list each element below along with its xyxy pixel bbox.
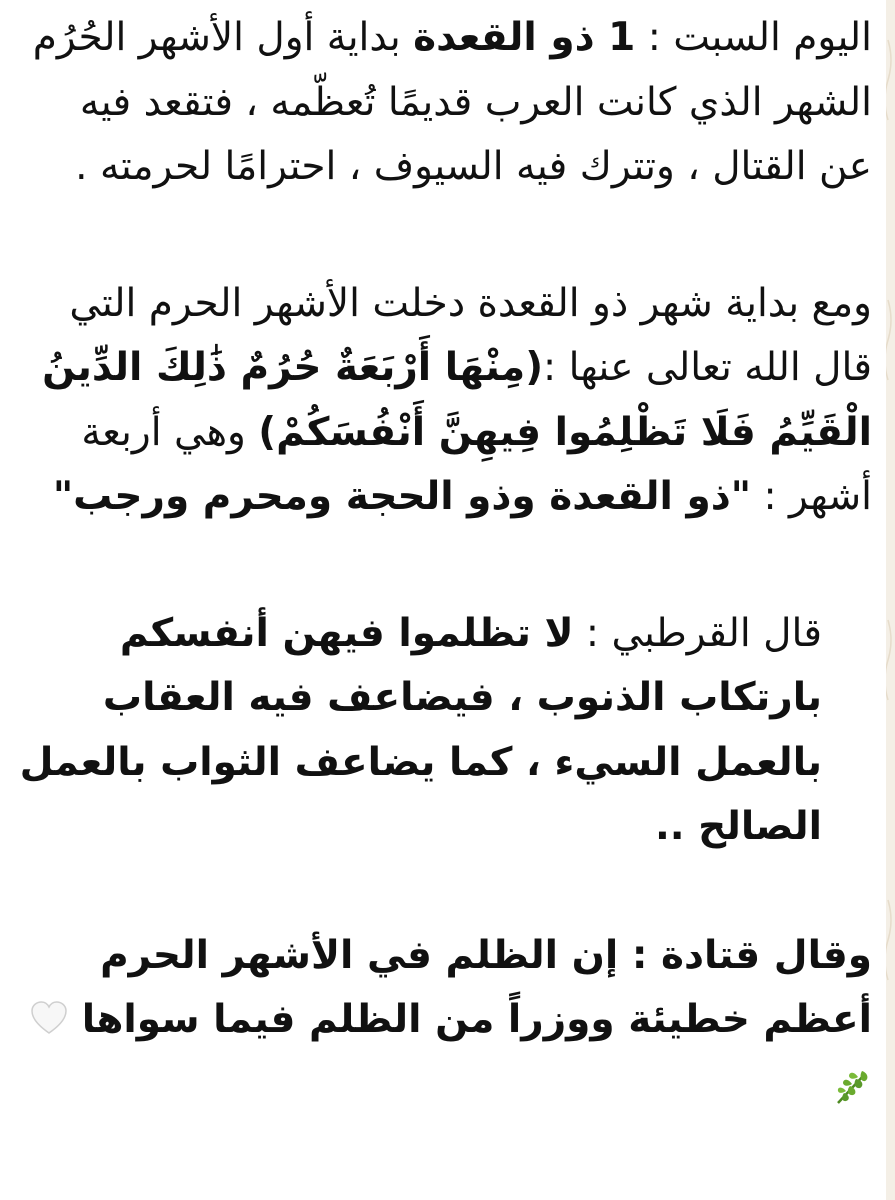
white-heart-icon xyxy=(30,992,68,1057)
sacred-months-intro-text: ومع بداية شهر ذو القعدة دخلت الأشهر الحرم التي قال الله تعالى عنها : xyxy=(69,280,872,390)
qurtubi-quote-text: لا تظلموا فيهن أنفسكم بارتكاب الذنوب ، فيضاعف فيه العقاب بالعمل السيء ، كما يضاعف الثواب بالعمل الصالح .. xyxy=(19,610,822,849)
qurtubi-label-text: قال القرطبي : xyxy=(573,610,822,656)
quran-verse-text: (مِنْهَا أَرْبَعَةٌ حُرُمٌ ذَٰلِكَ الدِّينُ الْقَيِّمُ فَلَا تَظْلِمُوا فِيهِنَّ أَنْفُسَكُمْ) xyxy=(42,345,872,455)
sacred-months-list-text: "ذو القعدة وذو الحجة ومحرم ورجب" xyxy=(52,474,752,519)
paragraph-spacer xyxy=(16,530,872,602)
intro-date-text: 1 ذو القعدة xyxy=(413,15,636,60)
paragraph-spacer xyxy=(16,200,872,272)
paragraph-spacer xyxy=(16,860,872,924)
paragraph-qurtubi xyxy=(16,602,872,860)
paragraph-intro xyxy=(16,6,872,200)
paragraph-qatada xyxy=(16,924,872,1128)
qatada-quote-text: وقال قتادة : إن الظلم في الأشهر الحرم أعظم خطيئة ووزراً من الظلم فيما سواها xyxy=(81,932,872,1042)
sacred-months-count-text: وهي أربعة أشهر : xyxy=(81,409,872,519)
herb-leaf-icon xyxy=(832,1063,872,1128)
intro-description-text: بداية أول الأشهر الحُرُم الشهر الذي كانت العرب قديمًا تُعظّمه ، فتقعد فيه عن القتال ، وتترك فيه السيوف ، احترامًا لحرمته . xyxy=(32,15,872,189)
paragraph-sacred-months xyxy=(16,272,872,530)
intro-day-text: اليوم السبت : xyxy=(635,15,872,60)
